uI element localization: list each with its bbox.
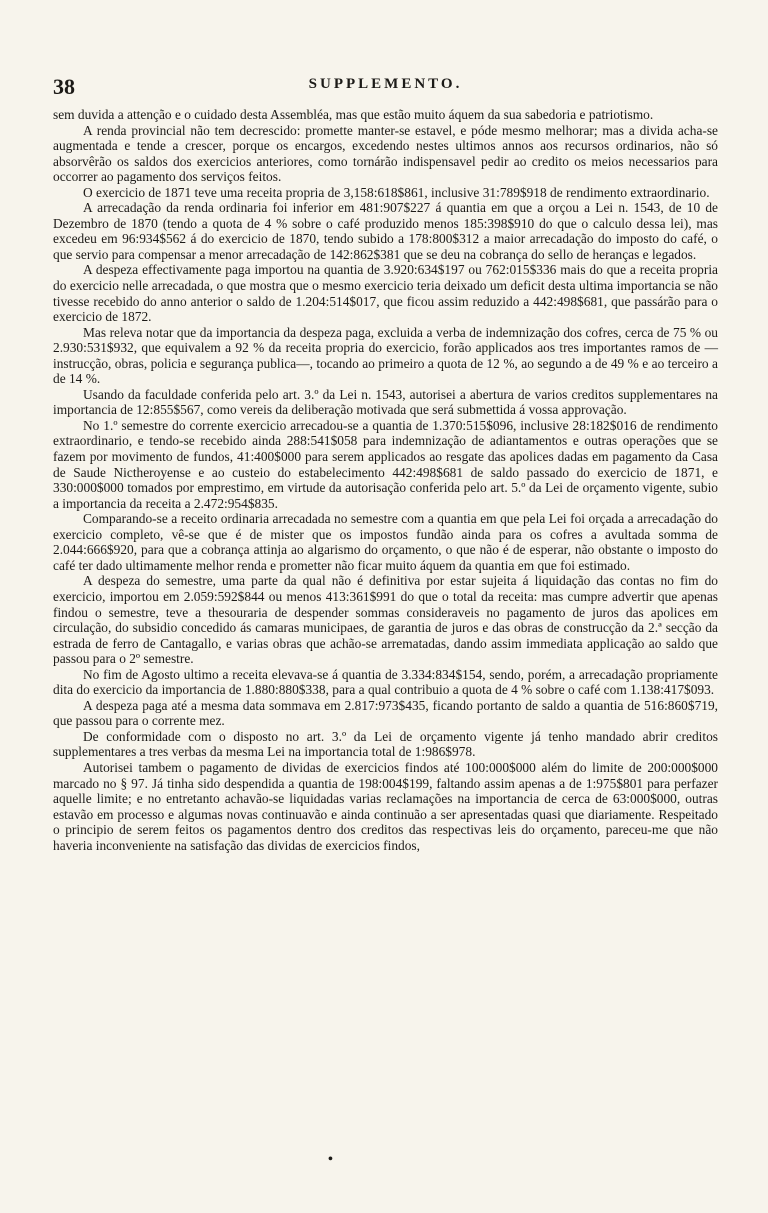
paragraph: A renda provincial não tem decrescido: promette manter-se estavel, e póde mesmo melhorar; mas a divida acha-se augmentada e tende a crescer, porque os encargos, excedendo nestes ultimos annos aos recursos ordinarios, não só absorvêrão os saldos dos exercicios anteriores, como tornárão indispensavel pedir ao credito os meios necessarios para occorrer ao pagamento dos serviços feitos. <box>53 122 718 185</box>
paragraph: A despeza effectivamente paga importou na quantia de 3.920:634$197 ou 762:015$336 mais do que a receita propria do exercicio nelle arrecadada, o que mostra que o mesmo exercicio teria deixado um deficit desta ultima importancia se não tivesse recebido do anno anterior o saldo de 1.204:514$017, que ficou assim reduzido a 442:498$681, que passárão para o exercicio de 1872. <box>53 262 718 325</box>
body-text <box>53 107 718 853</box>
paragraph: A despeza do semestre, uma parte da qual não é definitiva por estar sujeita á liquidação das contas no fim do exercicio, importou em 2.059:592$844 ou menos 413:361$991 do que o total da receita: mas cumpre advertir que apenas findou o semestre, teve a thesouraria de despender sommas consideraveis no pagamento de juros das apolices em circulação, do subsidio concedido ás camaras municipaes, de garantia de juros e das obras de construcção da 2.ª secção da estrada de ferro de Cantagallo, e varias obras que achão-se arrematadas, dando assim immediata applicação ao saldo que passou para o 2º semestre. <box>53 573 718 667</box>
paragraph: Mas releva notar que da importancia da despeza paga, excluida a verba de indemnização dos cofres, cerca de 75 % ou 2.930:531$932, que equivalem a 92 % da receita propria do exercicio, forão applicados aos tres importantes ramos de — instrucção, obras, policia e segurança publica—, tocando ao primeiro a quota de 12 %, ao segundo a de 49 % e ao terceiro a de 14 %. <box>53 324 718 387</box>
running-title: SUPPLEMENTO. <box>308 76 463 92</box>
paragraph: O exercicio de 1871 teve uma receita propria de 3,158:618$861, inclusive 31:789$918 de rendimento extraordinario. <box>83 184 710 200</box>
footer-mark: • <box>328 1152 333 1167</box>
paragraph: No 1.º semestre do corrente exercicio arrecadou-se a quantia de 1.370:515$096, inclusive 28:182$016 de rendimento extraordinario, e tendo-se recebido ainda 288:541$058 para indemnização de adiantamentos e outras operações que se fazem por movimento de fundos, 41:400$000 para serem applicados ao resgate das apolices dadas em pagamento da Casa de Saude Nictheroyense e ao custeio do estabelecimento 442:498$681 de saldo passado do exercicio de 1871, e 330:000$000 tomados por emprestimo, em virtude da autorisação conferida pelo art. 5.º da Lei de orçamento vigente, subio a importancia da receita a 2.472:954$835. <box>53 417 718 511</box>
paragraph: A despeza paga até a mesma data sommava em 2.817:973$435, ficando portanto de saldo a quantia de 516:860$719, que passou para o corrente mez. <box>53 697 718 729</box>
paragraph: Comparando-se a receito ordinaria arrecadada no semestre com a quantia em que pela Lei foi orçada a arrecadação do exercicio completo, vê-se que é de mister que os impostos fundão ainda para os cofres a avultada somma de 2.044:666$920, para que a cobrança attinja ao algarismo do orçamento, o que não é de esperar, não obstante o imposto do café ter dado ultimamente melhor renda e prometter não ficar muito áquem da quantia em que foi estimado. <box>53 511 718 573</box>
page-number: 38 <box>53 74 75 99</box>
paragraph: Autorisei tambem o pagamento de dividas de exercicios findos até 100:000$000 além do limite de 200:000$000 marcado no § 97. Já tinha sido despendida a quantia de 198:004$199, faltando assim apenas a de 1:975$801 para perfazer aquelle limite; e no entretanto achavão-se liquidadas varias reclamações na importancia de cerca de 63:000$000, outras estavão em processo e algumas novas continuavão e ainda continuão a ser apresentadas quasi que diariamente. Respeitado o principio de serem feitos os pagamentos dentro dos creditos das respectivas leis do orçamento, pareceu-me que não haveria inconveniente na satisfação das dividas de exercicios findos, <box>53 759 718 853</box>
paragraph: No fim de Agosto ultimo a receita elevava-se á quantia de 3.334:834$154, sendo, porém, a arrecadação propriamente dita do exercicio da importancia de 1.880:880$338, para a qual contribuio a quota de 4 % sobre o café com 1.138:417$093. <box>53 666 718 698</box>
paragraph: De conformidade com o disposto no art. 3.º da Lei de orçamento vigente já tenho mandado abrir creditos supplementares a tres verbas da mesma Lei na importancia total de 1:986$978. <box>53 728 718 760</box>
paragraph: Usando da faculdade conferida pelo art. 3.º da Lei n. 1543, autorisei a abertura de varios creditos supplementares na importancia de 12:855$567, como vereis da deliberação motivada que será submettida á vossa approvação. <box>53 386 718 418</box>
paragraph: sem duvida a attenção e o cuidado desta Assembléa, mas que estão muito áquem da sua sabedoria e patriotismo. <box>53 107 654 122</box>
page-header <box>53 74 718 102</box>
paragraph: A arrecadação da renda ordinaria foi inferior em 481:907$227 á quantia em que a orçou a Lei n. 1543, de 10 de Dezembro de 1870 (tendo a quota de 4 % sobre o café produzido menos 185:398$910 do que o calculo dessa lei), mas excedeu em 96:934$562 á do exercicio de 1870, tendo subido a 178:800$312 a maior arrecadação do imposto do café, o que servio para compensar a menor arrecadação de 142:862$381 que se deu na cobrança do sello de heranças e legados. <box>53 200 718 262</box>
